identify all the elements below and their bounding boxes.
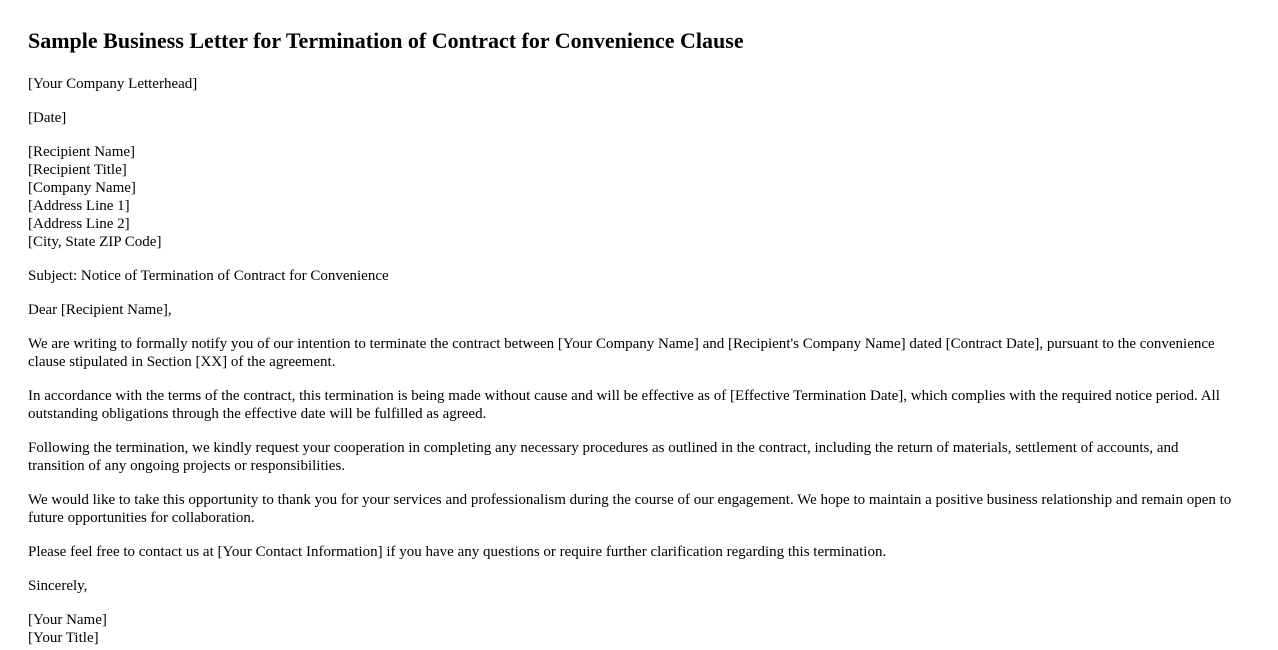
- letterhead: [Your Company Letterhead]: [28, 76, 198, 92]
- signature-block: [28, 611, 1250, 647]
- body-paragraph-2: In accordance with the terms of the contract, this termination is being made without cause and will be effective as of [Effective Termination Date], which complies with the required notice period. All outstanding obligations through the effective date will be fulfilled as agreed.: [28, 388, 1220, 422]
- body-paragraph-5: Please feel free to contact us at [Your Contact Information] if you have any questions or require further clarification regarding this termination.: [28, 544, 887, 560]
- recipient-address-line-2: [Address Line 2]: [28, 216, 130, 232]
- recipient-address-block: [28, 143, 1250, 251]
- salutation: Dear [Recipient Name],: [28, 302, 172, 318]
- closing: Sincerely,: [28, 578, 88, 594]
- body-paragraph-1: We are writing to formally notify you of our intention to terminate the contract between [Your Company Name] and [Recipient's Company Name] dated [Contract Date], pursuant to the convenience clause stipulated in Section [XX] of the agreement.: [28, 336, 1215, 370]
- letter-date: [Date]: [28, 110, 67, 126]
- recipient-name: [Recipient Name]: [28, 144, 136, 160]
- recipient-city-state-zip: [City, State ZIP Code]: [28, 234, 162, 250]
- body-paragraph-3: Following the termination, we kindly request your cooperation in completing any necessary procedures as outlined in the contract, including the return of materials, settlement of accounts, and transition of any ongoing projects or responsibilities.: [28, 440, 1179, 474]
- document-title: Sample Business Letter for Termination of Contract for Convenience Clause: [28, 28, 744, 53]
- recipient-company: [Company Name]: [28, 180, 136, 196]
- recipient-title: [Recipient Title]: [28, 162, 127, 178]
- subject-line: Subject: Notice of Termination of Contract for Convenience: [28, 268, 389, 284]
- signer-title: [Your Title]: [28, 630, 99, 646]
- body-paragraph-4: We would like to take this opportunity to thank you for your services and professionalism during the course of our engagement. We hope to maintain a positive business relationship and remain open to future opportunities for collaboration.: [28, 492, 1232, 526]
- signer-name: [Your Name]: [28, 612, 107, 628]
- recipient-address-line-1: [Address Line 1]: [28, 198, 130, 214]
